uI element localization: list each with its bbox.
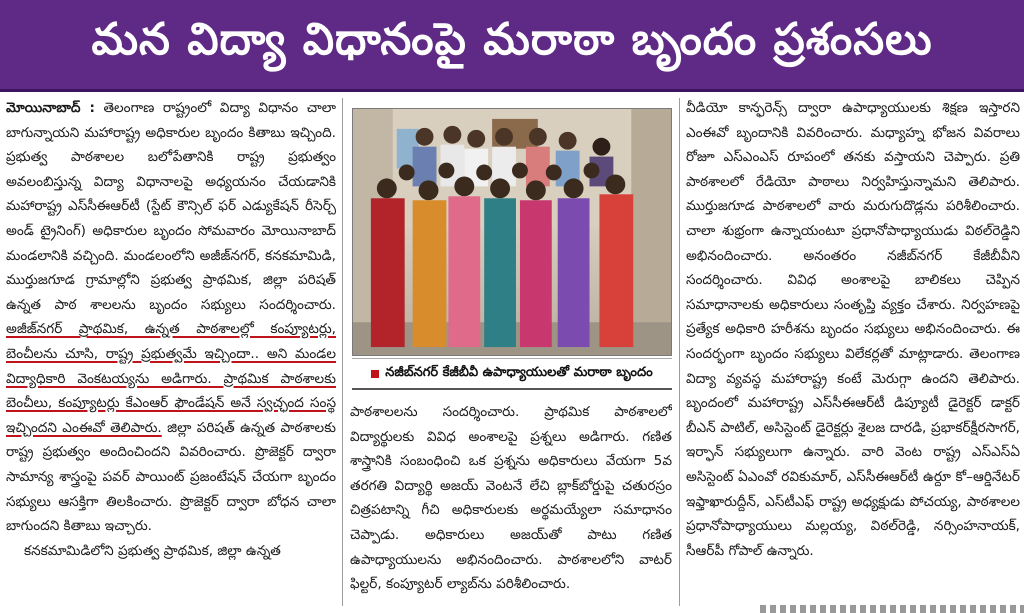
group-photo [352,108,672,356]
photo-caption [352,358,672,390]
group-photo-illustration [353,109,671,355]
paragraph-1-tail: జిల్లా పరిషత్ ఉన్నత పాఠశాలకు రాష్ట్ర ప్రభుత్వం అందించిందని వివరించారు. ప్రొజెక్టర్ ద్వారా సామాన్య శాస్త్రంపై పవర్ పాయింట్ ప్రజంటేషన్ చేయగా బృందం సభ్యులు ఆసక్తిగా తిలకించారు. ప్రొజెక్టర్ ద్వారా బోధన చాలా బాగుందని కితాబు ఇచ్చారు. [6,419,336,535]
dateline: మోయినాబాద్ : [6,100,95,116]
article-column-right [686,96,1020,608]
article-column-middle [350,400,672,610]
column-rule [679,98,680,606]
paragraph-2: కనకమామిడిలోని ప్రభుత్వ ప్రాథమిక, జిల్లా ఉన్నత [24,542,281,559]
right-paragraph: వీడియో కాన్ఫరెన్స్ ద్వారా ఉపాధ్యాయులకు శిక్షణ ఇస్తారని ఎంఈవో బృందానికి వివరించారు. మధ్యాహ్న భోజన వివరాలు రోజూ ఎస్‌ఎంఎస్ రూపంలో తనకు వస్తాయని చెప్పారు. ప్రతి పాఠశాలలో రేడియో పాఠాలు నిర్వహిస్తున్నామని తెలిపారు. ముర్తుజగూడ పాఠశాలలో వారు మరుగుదొడ్లను పరిశీలించారు. చాలా శుభ్రంగా ఉన్నాయంటూ ప్రధానోపాధ్యాయుడు విఠల్‌రెడ్డిని అభినందించారు. అనంతరం నజీబ్‌నగర్ కేజీబీవీని సందర్శించారు. వివిధ అంశాలపై బాలికలు చెప్పిన సమాధానాలకు అధికారులు సంతృప్తి వ్యక్తం చేశారు. నిర్వహణపై ప్రత్యేక అధికారి హరీశను బృందం సభ్యులు అభినందించారు. ఈ సందర్భంగా బృందం సభ్యులు విలేకర్లతో మాట్లాడారు. తెలంగాణ విద్యా వ్యవస్థ మహారాష్ట్ర కంటే మెరుగ్గా ఉందని తెలిపారు. బృందంలో మహారాష్ట్ర ఎస్‌సీఈఆర్‌టీ డిప్యూటీ డైరెక్టర్ డాక్టర్ బీఎన్ పాటిల్, అసిస్టెంట్ డైరెక్టర్లు శైలజ దారడి, ప్రభాకర్‌క్షీరసాగర్, ఇర్ఫాన్ సభ్యులుగా ఉన్నారు. వారి వెంట రాష్ట్ర ఎస్‌ఎస్‌ఏ అసిస్టెంట్ ఏఎంవో రవికుమార్, ఎస్‌సీఈఆర్‌టీ ఉర్దూ కో–ఆర్డినేటర్ ఇఫ్తాఖారుద్దీన్, ఎస్‌టీఎఫ్ రాష్ట్ర అధ్యక్షుడు పోచయ్య, పాఠశాలల ప్రధానోపాధ్యాయులు మల్లయ్య, విఠల్‌రెడ్డి, నర్సింహనాయక్, సీఆర్‌పీ గోపాల్ ఉన్నారు. [686,100,1020,559]
paragraph-1-text: తెలంగాణ రాష్ట్రంలో విద్యా విధానం చాలా బాగున్నాయని మహారాష్ట్ర అధికారుల బృందం కితాబు ఇచ్చింది. ప్రభుత్వ పాఠశాలల బలోపేతానికి రాష్ట్ర ప్రభుత్వం అవలంబిస్తున్న విద్యా విధానాలపై అధ్యయనం చేయడానికి మహారాష్ట్ర ఎస్‌సీఈఆర్‌టీ (స్టేట్ కౌన్సిల్ ఫర్ ఎడ్యుకేషన్ రీసెర్చ్ అండ్ ట్రైనింగ్) అధికారుల బృందం సోమవారం మోయినాబాద్ మండలానికి వచ్చింది. మండలంలోని అజీజ్‌నగర్, కనకమామిడి, ముర్తుజగూడ గ్రామాల్లోని ప్రభుత్వ ప్రాథమిక, జిల్లా పరిషత్ ఉన్నత పాఠ శాలలను బృందం సభ్యులు సందర్శించారు. [6,100,336,313]
highlighted-passage: అజీజ్‌నగర్ ప్రాథమిక, ఉన్నత పాఠశాలల్లో కంప్యూటర్లు, బెంచీలను చూసి, రాష్ట్ర ప్రభుత్వమే ఇచ్చిందా.. అని మండల విద్యాధికారి వెంకటయ్యను అడిగారు. ప్రాథమిక పాఠశాలకు బెంచీలు, కంప్యూటర్లు కేఎంఆర్ ఫౌండేషన్ అనే స్వచ్ఛంద సంస్థ ఇచ్చిందని ఎంఈవో తెలిపారు. [6,321,336,436]
page-edge-strip [760,605,1024,613]
caption-marker-icon [371,370,379,378]
headline: మన విద్యా విధానంపై మరాఠా బృందం ప్రశంసలు [91,13,933,65]
middle-paragraph: పాఠశాలలను సందర్శించారు. ప్రాథమిక పాఠశాలలో విద్యార్థులకు వివిధ అంశాలపై ప్రశ్నలు అడిగారు. గణిత శాస్త్రానికి సంబంధించి ఒక ప్రశ్నను అధికారులు వేయగా 5వ తరగతి విద్యార్థి అజయ్ వెంటనే లేచి బ్లాక్‌బోర్డుపై చతురస్రం చిత్రపటాన్ని గీచి అధికారులకు అర్థమయ్యేలా సమాధానం చెప్పాడు. అధికారులు అజయ్‌తో పాటు గణిత ఉపాధ్యాయులను అభినందించారు. పాఠశాలలోని వాటర్ ఫిల్టర్, కంప్యూటర్ ల్యాబ్‌ను పరిశీలించారు. [350,404,672,593]
article-column-left [6,96,336,608]
headline-bar [0,0,1024,92]
paragraph-1 [6,96,336,539]
photo-caption-text: నజీబ్‌నగర్ కేజీబీవీ ఉపాధ్యాయులతో మరాఠా బృందం [385,364,653,380]
column-rule [342,98,343,606]
